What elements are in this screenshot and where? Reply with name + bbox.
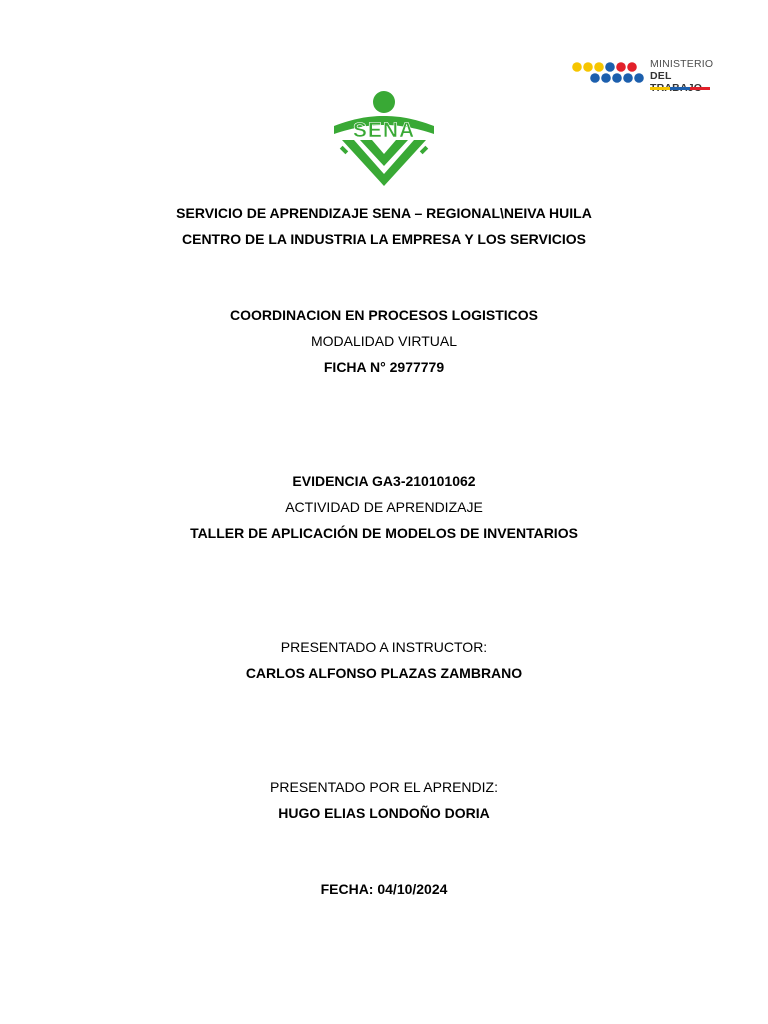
sena-right-stroke	[420, 146, 428, 154]
ministry-dot	[590, 73, 600, 83]
stripe-yellow	[650, 87, 670, 90]
institution-line1: SERVICIO DE APRENDIZAJE SENA – REGIONAL\NEIVA HUILA	[176, 205, 592, 221]
student-block	[0, 774, 768, 826]
sena-logo-text: SENA	[352, 119, 416, 142]
ministry-line1: MINISTERIO	[650, 58, 714, 70]
institution-line2: CENTRO DE LA INDUSTRIA LA EMPRESA Y LOS SERVICIOS	[182, 231, 586, 247]
ministry-dot	[605, 62, 615, 72]
ministry-dot	[601, 73, 611, 83]
date-block	[0, 876, 768, 902]
program-modality: MODALIDAD VIRTUAL	[311, 333, 457, 349]
ministry-dot	[594, 62, 604, 72]
student-name: HUGO ELIAS LONDOÑO DORIA	[278, 805, 490, 821]
ministry-dot	[612, 73, 622, 83]
sena-logo	[330, 90, 438, 186]
sena-legs-icon	[342, 140, 426, 186]
instructor-name: CARLOS ALFONSO PLAZAS ZAMBRANO	[245, 665, 523, 681]
ministry-stripe	[650, 87, 710, 90]
ministry-dot	[627, 62, 637, 72]
ministry-dot	[634, 73, 644, 83]
activity-block	[0, 468, 768, 546]
ministry-line2	[650, 70, 722, 94]
activity-title: TALLER DE APLICACIÓN DE MODELOS DE INVENTARIOS	[190, 525, 578, 541]
sena-left-stroke	[340, 146, 348, 154]
ministry-logo	[572, 58, 722, 98]
instructor-label: PRESENTADO A INSTRUCTOR:	[280, 639, 488, 655]
ministry-dot	[616, 62, 626, 72]
student-label: PRESENTADO POR EL APRENDIZ:	[270, 779, 498, 795]
ministry-dot	[623, 73, 633, 83]
sena-head-icon	[373, 91, 395, 113]
ministry-line2-text: DEL	[650, 70, 672, 82]
stripe-red	[690, 87, 710, 90]
program-block	[0, 302, 768, 380]
stripe-blue	[670, 87, 690, 90]
activity-evidence: EVIDENCIA GA3-210101062	[292, 473, 476, 489]
date-text: FECHA: 04/10/2024	[320, 881, 448, 897]
program-ficha: FICHA N° 2977779	[323, 359, 445, 375]
program-name: COORDINACION EN PROCESOS LOGISTICOS	[229, 307, 539, 323]
ministry-dot	[583, 62, 593, 72]
ministry-dot	[572, 62, 582, 72]
institution-block	[0, 200, 768, 252]
activity-type: ACTIVIDAD DE APRENDIZAJE	[285, 499, 483, 515]
ministry-dots-icon	[572, 62, 644, 86]
instructor-block	[0, 634, 768, 686]
